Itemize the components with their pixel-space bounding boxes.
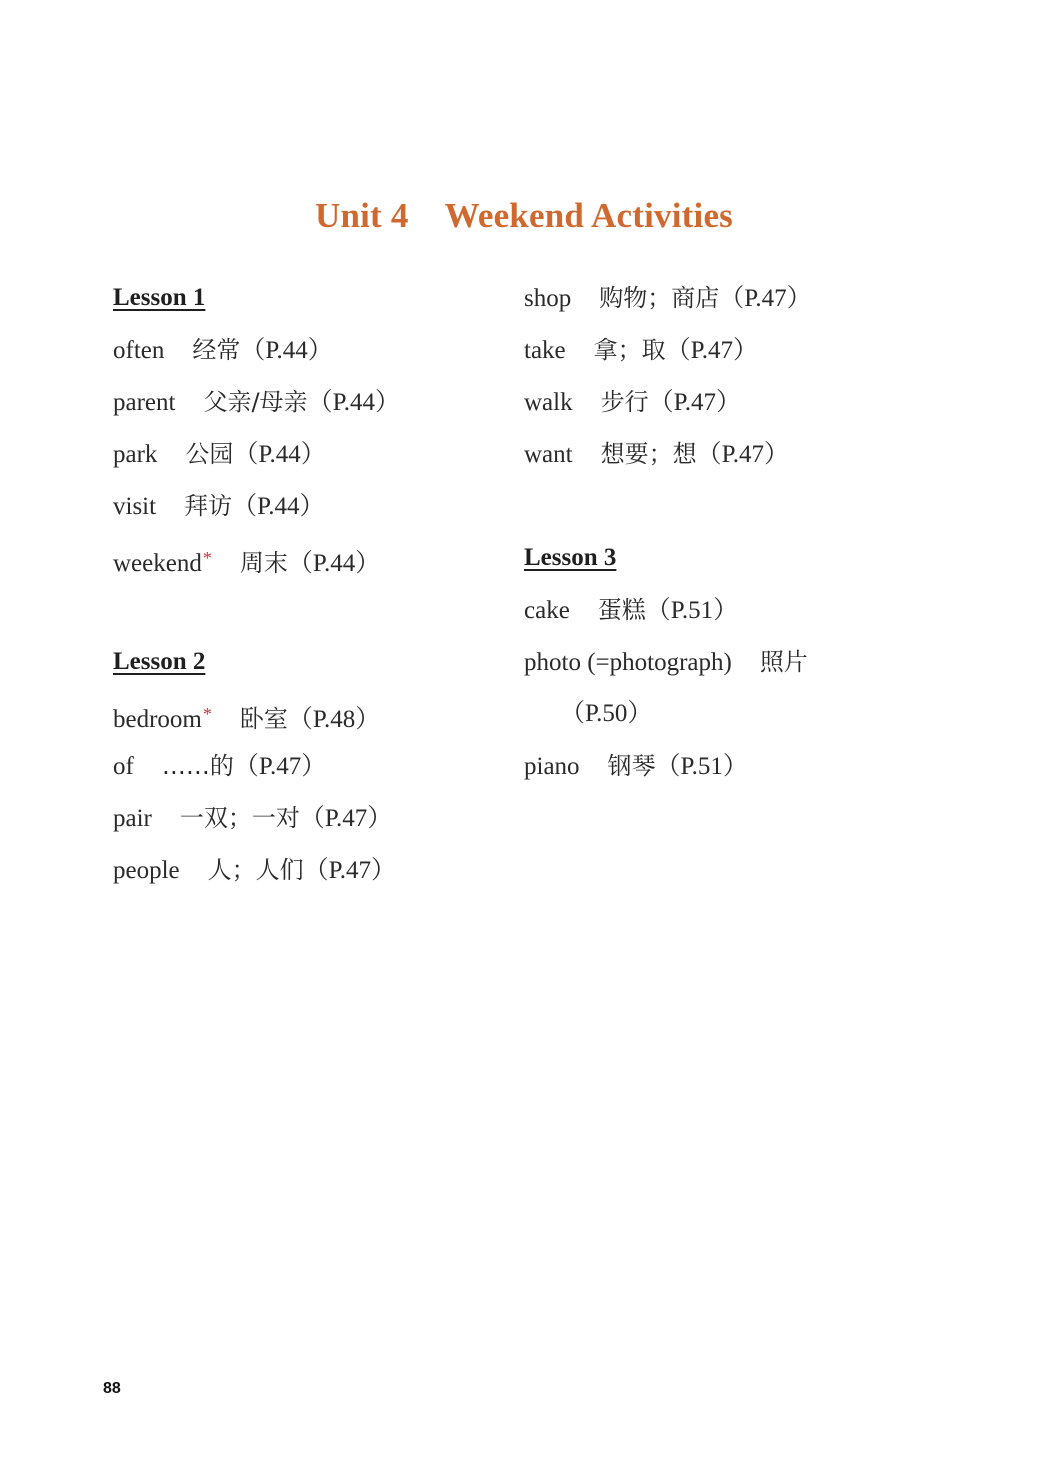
vocab-word: people bbox=[113, 857, 180, 884]
vocab-entry-pair bbox=[113, 792, 493, 844]
vocab-entry-photo bbox=[524, 636, 924, 688]
vocab-meaning: 步行 bbox=[600, 388, 649, 416]
vocab-meaning: 父亲/母亲 bbox=[203, 388, 308, 416]
vocab-entry-parent bbox=[113, 376, 493, 428]
vocab-meaning: 照片 bbox=[759, 648, 808, 676]
page-reference: （P.44） bbox=[240, 337, 333, 364]
unit-name: Weekend Activities bbox=[444, 196, 733, 235]
vocab-entry-photo-ref-line bbox=[524, 688, 924, 740]
vocab-entry-weekend bbox=[113, 532, 493, 584]
page-reference: （P.47） bbox=[233, 753, 327, 780]
vocab-entry-take bbox=[524, 324, 924, 376]
page-reference: （P.44） bbox=[307, 389, 400, 416]
vocab-entry-of bbox=[113, 740, 493, 792]
page-reference: （P.47） bbox=[303, 857, 397, 884]
page-reference: （P.47） bbox=[719, 285, 812, 312]
vocab-entry-people bbox=[113, 844, 493, 896]
right-column bbox=[524, 272, 924, 792]
page-reference: （P.51） bbox=[645, 597, 739, 624]
vocab-meaning: 公园 bbox=[185, 440, 234, 468]
vocab-meaning: 一双；一对 bbox=[179, 804, 300, 832]
vocab-entry-want bbox=[524, 428, 924, 480]
vocab-entry-park bbox=[113, 428, 493, 480]
vocab-word: of bbox=[113, 753, 134, 780]
page-reference: （P.44） bbox=[287, 550, 381, 577]
left-column bbox=[113, 272, 493, 896]
vocab-word: cake bbox=[524, 597, 570, 624]
vocab-entry-walk bbox=[524, 376, 924, 428]
page-reference: （P.44） bbox=[232, 493, 325, 520]
vocab-meaning: 钢琴 bbox=[607, 752, 656, 780]
vocab-entry-visit bbox=[113, 480, 493, 532]
vocab-meaning: 卧室 bbox=[239, 705, 288, 733]
vocab-word: parent bbox=[113, 389, 176, 416]
vocab-word: piano bbox=[524, 753, 580, 780]
lesson-2-heading: Lesson 2 bbox=[113, 648, 206, 675]
vocab-word: bedroom bbox=[113, 706, 202, 733]
page-reference: （P.50） bbox=[560, 700, 653, 727]
lesson-3-heading: Lesson 3 bbox=[524, 544, 617, 571]
vocab-meaning: 蛋糕 bbox=[597, 596, 646, 624]
page-reference: （P.47） bbox=[299, 805, 393, 832]
vocab-meaning: 拿；取 bbox=[593, 336, 666, 364]
page-reference: （P.48） bbox=[287, 706, 381, 733]
page-reference: （P.47） bbox=[648, 389, 741, 416]
lesson-1-heading: Lesson 1 bbox=[113, 284, 206, 311]
vocab-meaning: 拜访 bbox=[184, 492, 233, 520]
vocab-meaning: 想要；想 bbox=[600, 440, 697, 468]
vocab-word: walk bbox=[524, 389, 573, 416]
vocab-word: often bbox=[113, 337, 165, 364]
vocab-entry-often bbox=[113, 324, 493, 376]
vocab-meaning: 周末 bbox=[239, 549, 288, 577]
page-reference: （P.44） bbox=[233, 441, 326, 468]
vocab-word: visit bbox=[113, 493, 157, 520]
vocab-word: pair bbox=[113, 805, 152, 832]
vocab-word: shop bbox=[524, 285, 572, 312]
vocab-meaning: 经常 bbox=[192, 336, 241, 364]
vocab-word: photo (=photograph) bbox=[524, 649, 732, 676]
vocab-entry-bedroom bbox=[113, 688, 493, 740]
key-word-asterisk: * bbox=[202, 704, 212, 724]
vocab-word: park bbox=[113, 441, 158, 468]
unit-title bbox=[0, 190, 1048, 242]
vocab-meaning: ……的 bbox=[161, 752, 234, 780]
vocab-word: take bbox=[524, 337, 566, 364]
vocab-word: want bbox=[524, 441, 573, 468]
vocab-entry-cake bbox=[524, 584, 924, 636]
page-reference: （P.51） bbox=[655, 753, 748, 780]
vocab-word: weekend bbox=[113, 550, 202, 577]
page-number: 88 bbox=[103, 1380, 121, 1397]
vocab-entry-shop bbox=[524, 272, 924, 324]
page-reference: （P.47） bbox=[696, 441, 789, 468]
vocab-meaning: 人；人们 bbox=[207, 856, 304, 884]
key-word-asterisk: * bbox=[202, 548, 212, 568]
page-reference: （P.47） bbox=[665, 337, 759, 364]
unit-number: Unit 4 bbox=[314, 196, 409, 235]
vocab-meaning: 购物；商店 bbox=[599, 284, 720, 312]
vocab-entry-piano bbox=[524, 740, 924, 792]
